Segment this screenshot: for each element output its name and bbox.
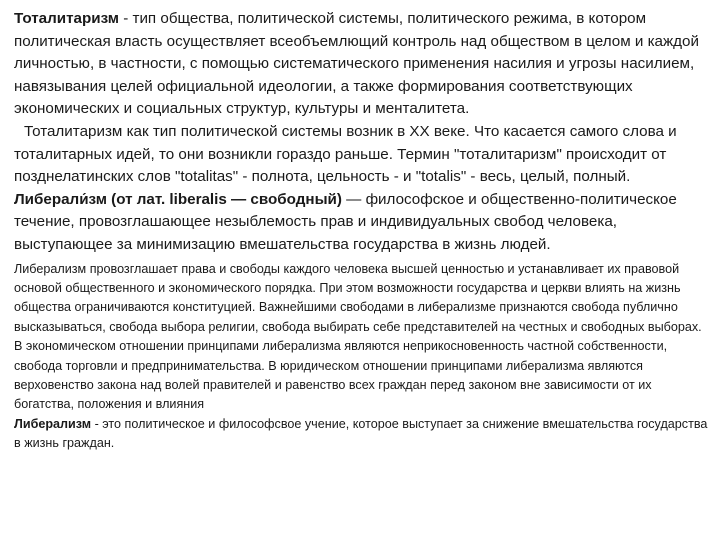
totalitarianism-term: Тоталитаризм xyxy=(14,10,119,27)
liberalism-details-text: Либерализм провозглашает права и свободы каждого человека высшей ценностью и устанавливает их правовой основой общественного и экономического порядка. При этом возможности государства и церкви влиять на жизнь общества ограничиваются конституцией. Важнейшими свободами в либерализме признаются свобода публично высказываться, свобода выбора религии, свобода выбирать себе представителей на честных и свободных выборах. В экономическом отношении принципами либерализма являются неприкосновенность частной собственности, свобода торговли и предпринимательства. В юридическом отношении принципами либерализма являются верховенство закона над волей правителей и равенство всех граждан перед законом вне зависимости от их богатства, положения и влияния xyxy=(14,261,702,412)
liberalism-definition-text: — философское и общественно-политическое течение, провозглашающее незыблемость прав и индивидуальных свобод человека, выступающее за минимизацию вмешательства государства в жизнь людей. xyxy=(14,190,677,253)
liberalism-details xyxy=(14,260,708,454)
liberalism-summary-text: - это политическое и философсвое учение, которое выступает за снижение вмешательства государства в жизнь граждан. xyxy=(14,416,708,451)
totalitarianism-history-text: Тоталитаризм как тип политической системы возник в XX веке. Что касается самого слова и тоталитарных идей, то они возникли гораздо раньше. Термин "тоталитаризм" происходит от позднелатинских слов "totalitas" - полнота, цельность - и "totalis" - весь, целый, полный. xyxy=(14,122,677,186)
totalitarianism-history xyxy=(14,121,708,189)
liberalism-definition xyxy=(14,189,708,257)
liberalism-summary-term: Либерализм xyxy=(14,416,92,431)
totalitarianism-definition xyxy=(14,8,708,121)
totalitarianism-definition-text: - тип общества, политической системы, политического режима, в котором политическая власть осуществляет всеобъемлющий контроль над обществом в целом и каждой личностью, в частности, с помощью систематического применения насилия и угрозы насилием, навязывания целей официальной идеологии, а также формирования соответствующих экономических и социальных структур, культуры и менталитета. xyxy=(14,10,699,118)
liberalism-term: Либерали́зм (от лат. liberalis — свободный) xyxy=(14,190,342,208)
